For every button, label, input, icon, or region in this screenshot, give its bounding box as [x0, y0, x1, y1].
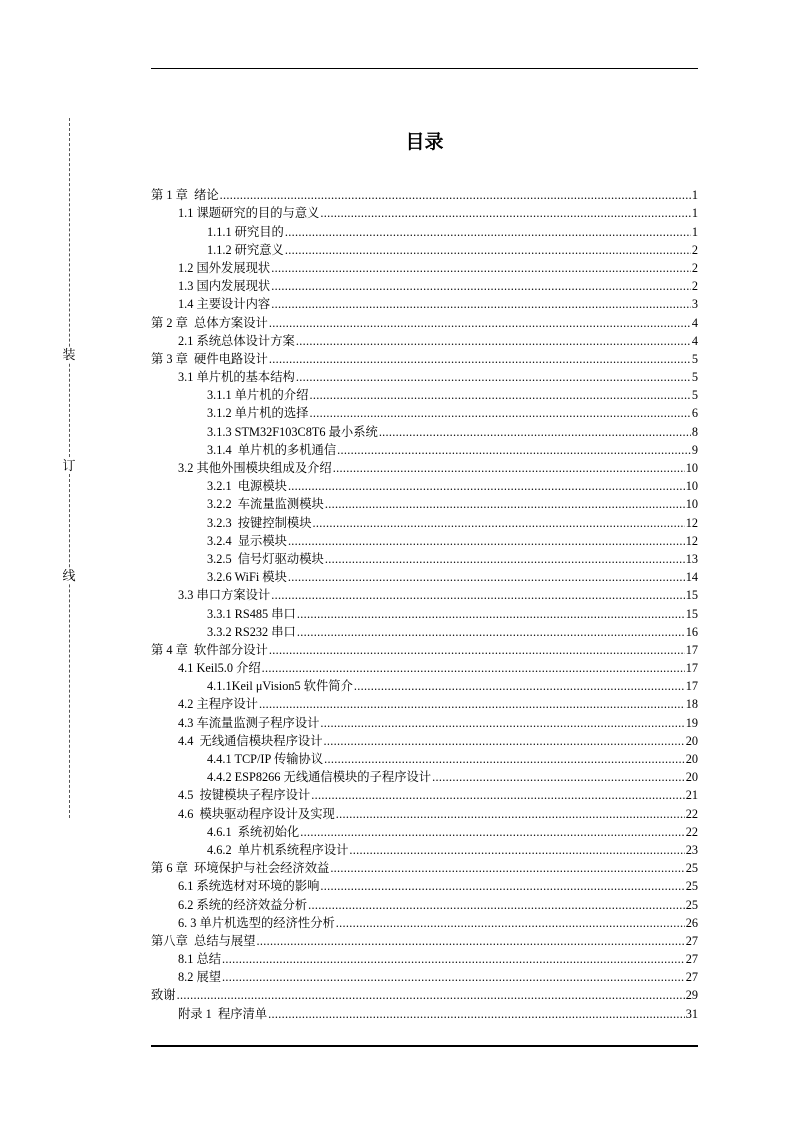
toc-leader-dots [177, 988, 685, 1002]
toc-entry-page: 2 [691, 242, 698, 257]
toc-leader-dots [309, 388, 690, 402]
toc-entry[interactable] [151, 784, 698, 802]
toc-entry[interactable] [151, 566, 698, 584]
toc-leader-dots [320, 879, 684, 893]
toc-entry[interactable] [151, 457, 698, 475]
toc-entry-title: 第 1 章 绪论 [151, 188, 219, 203]
toc-entry[interactable] [151, 948, 698, 966]
toc-entry[interactable] [151, 275, 698, 293]
toc-entry-title: 3.3.1 RS485 串口 [207, 606, 296, 621]
toc-leader-dots [296, 334, 691, 348]
toc-entry-page: 25 [685, 897, 698, 912]
toc-entry-title: 3.2.5 信号灯驱动模块 [207, 551, 324, 566]
binding-char-zhuang: 装 [62, 347, 76, 362]
toc-entry-page: 5 [691, 370, 698, 385]
toc-leader-dots [309, 406, 690, 420]
toc-entry-page: 23 [685, 842, 698, 857]
toc-entry-title: 2.1 系统总体设计方案 [178, 333, 295, 348]
toc-leader-dots [336, 916, 685, 930]
toc-leader-dots [325, 497, 685, 511]
toc-entry-title: 1.1 课题研究的目的与意义 [178, 206, 320, 221]
toc-entry-title: 4.2 主程序设计 [178, 697, 258, 712]
toc-entry[interactable] [151, 202, 698, 220]
toc-entry[interactable] [151, 748, 698, 766]
toc-entry-page: 9 [691, 442, 698, 457]
toc-entry[interactable] [151, 984, 698, 1002]
toc-entry-page: 27 [685, 970, 698, 985]
toc-entry[interactable] [151, 366, 698, 384]
toc-entry[interactable] [151, 439, 698, 457]
toc-entry-page: 31 [685, 1006, 698, 1021]
toc-leader-dots [288, 479, 685, 493]
toc-entry-title: 1.1.1 研究目的 [207, 224, 284, 239]
page-title: 目录 [405, 131, 444, 153]
toc-entry-page: 14 [685, 570, 698, 585]
toc-entry[interactable] [151, 493, 698, 511]
toc-entry-page: 2 [691, 279, 698, 294]
toc-leader-dots [271, 279, 691, 293]
toc-entry-page: 13 [685, 551, 698, 566]
header-rule [151, 68, 698, 69]
toc-entry-page: 17 [685, 679, 698, 694]
toc-entry[interactable] [151, 730, 698, 748]
toc-entry[interactable] [151, 693, 698, 711]
toc-entry-title: 4.6 模块驱动程序设计及实现 [178, 806, 335, 821]
toc-leader-dots [308, 898, 685, 912]
toc-entry-page: 15 [685, 606, 698, 621]
toc-leader-dots [320, 716, 684, 730]
toc-entry[interactable] [151, 857, 698, 875]
toc-entry[interactable] [151, 548, 698, 566]
toc-leader-dots [336, 807, 685, 821]
toc-entry[interactable] [151, 311, 698, 329]
toc-entry[interactable] [151, 930, 698, 948]
toc-entry-page: 10 [685, 497, 698, 512]
toc-entry-title: 3.2.2 车流量监测模块 [207, 497, 324, 512]
toc-entry-title: 1.3 国内发展现状 [178, 279, 271, 294]
toc-entry-page: 17 [685, 661, 698, 676]
toc-leader-dots [296, 370, 691, 384]
toc-leader-dots [337, 443, 691, 457]
toc-entry-title: 6.2 系统的经济效益分析 [178, 897, 308, 912]
toc-entry-page: 4 [691, 315, 698, 330]
toc-entry-page: 21 [685, 788, 698, 803]
toc-leader-dots [268, 1007, 685, 1021]
toc-leader-dots [257, 934, 685, 948]
toc-entry-title: 4.5 按键模块子程序设计 [178, 788, 311, 803]
toc-leader-dots [320, 206, 690, 220]
toc-entry-title: 3.2.4 显示模块 [207, 533, 287, 548]
toc-entry-page: 2 [691, 260, 698, 275]
toc-entry[interactable] [151, 875, 698, 893]
toc-entry-page: 25 [685, 879, 698, 894]
toc-entry-title: 3.1.3 STM32F103C8T6 最小系统 [207, 424, 378, 439]
toc-entry[interactable] [151, 602, 698, 620]
toc-entry-title: 4.1 Keil5.0 介绍 [178, 661, 261, 676]
toc-entry[interactable] [151, 657, 698, 675]
toc-entry[interactable] [151, 675, 698, 693]
toc-entry[interactable] [151, 802, 698, 820]
toc-leader-dots [297, 607, 685, 621]
toc-entry-title: 4.6.2 单片机系统程序设计 [207, 842, 349, 857]
toc-entry-page: 5 [691, 388, 698, 403]
binding-char-ding: 订 [62, 458, 76, 473]
toc-entry-title: 4.1.1Keil μVision5 软件简介 [207, 679, 353, 694]
toc-entry[interactable] [151, 239, 698, 257]
toc-entry-title: 8.2 展望 [178, 970, 222, 985]
toc-leader-dots [349, 843, 684, 857]
toc-leader-dots [271, 297, 691, 311]
toc-leader-dots [300, 825, 684, 839]
toc-entry[interactable] [151, 966, 698, 984]
toc-entry-page: 20 [685, 752, 698, 766]
toc-entry-title: 3.2.1 电源模块 [207, 479, 287, 494]
toc-entry-page: 20 [685, 733, 698, 748]
toc-leader-dots [259, 697, 685, 711]
toc-entry-page: 27 [685, 952, 698, 967]
toc-entry-page: 19 [685, 715, 698, 730]
toc-entry-page: 12 [685, 533, 698, 548]
toc-entry-title: 附录 1 程序清单 [178, 1006, 268, 1021]
toc-leader-dots [271, 588, 684, 602]
toc-leader-dots [285, 225, 691, 239]
toc-entry[interactable] [151, 257, 698, 275]
toc-leader-dots [432, 770, 685, 784]
toc-leader-dots [269, 352, 691, 366]
toc-entry-title: 4.6.1 系统初始化 [207, 824, 300, 839]
toc-entry-page: 1 [691, 206, 698, 221]
toc-entry[interactable] [151, 330, 698, 348]
toc-entry[interactable] [151, 420, 698, 438]
toc-entry[interactable] [151, 584, 698, 602]
toc-leader-dots [271, 261, 691, 275]
toc-entry-page: 26 [685, 915, 698, 930]
toc-entry[interactable] [151, 839, 698, 857]
toc-entry-page: 5 [691, 351, 698, 366]
toc-entry[interactable] [151, 184, 698, 202]
toc-entry[interactable] [151, 621, 698, 639]
footer-rule [151, 1045, 698, 1047]
toc-entry-title: 1.2 国外发展现状 [178, 260, 271, 275]
toc-entry[interactable] [151, 475, 698, 493]
toc-entry-page: 29 [685, 988, 698, 1003]
toc-entry-title: 8.1 总结 [178, 952, 222, 967]
toc-entry[interactable] [151, 220, 698, 238]
toc-entry-page: 20 [685, 770, 698, 785]
toc-entry-page: 1 [691, 224, 698, 239]
toc-entry-title: 3.2.3 按键控制模块 [207, 515, 312, 530]
toc-entry-page: 8 [691, 424, 698, 439]
toc-entry-page: 10 [685, 479, 698, 494]
toc-entry-title: 3.1.4 单片机的多机通信 [207, 442, 337, 457]
toc-leader-dots [288, 570, 685, 584]
toc-entry-title: 3.2 其他外围模块组成及介绍 [178, 461, 332, 475]
toc-entry[interactable] [151, 912, 698, 930]
toc-entry[interactable] [151, 639, 698, 657]
toc-entry[interactable] [151, 293, 698, 311]
toc-leader-dots [285, 243, 691, 257]
toc-entry-title: 第八章 总结与展望 [151, 933, 256, 948]
toc-entry-title: 4.3 车流量监测子程序设计 [178, 715, 320, 730]
toc-entry[interactable] [151, 711, 698, 729]
toc-entry-title: 6. 3 单片机选型的经济性分析 [178, 915, 335, 930]
toc-leader-dots [330, 861, 684, 875]
toc-entry-page: 12 [685, 515, 698, 530]
toc-entry-title: 4.4.2 ESP8266 无线通信模块的子程序设计 [207, 770, 432, 785]
toc-entry[interactable] [151, 511, 698, 529]
toc-entry-page: 6 [691, 406, 698, 421]
toc-leader-dots [354, 679, 685, 693]
toc-entry-page: 22 [685, 806, 698, 821]
toc-entry-title: 4.4.1 TCP/IP 传输协议 [207, 752, 324, 766]
toc-leader-dots [222, 952, 685, 966]
toc-entry-page: 1 [691, 188, 698, 203]
toc-entry-title: 第 3 章 硬件电路设计 [151, 351, 268, 366]
toc-entry-title: 3.2.6 WiFi 模块 [207, 570, 287, 585]
toc-leader-dots [324, 752, 685, 766]
toc-entry-title: 6.1 系统选材对环境的影响 [178, 879, 320, 894]
toc-entry-page: 15 [685, 588, 698, 603]
toc-entry[interactable] [151, 893, 698, 911]
toc-entry-page: 3 [691, 297, 698, 312]
toc-entry-page: 4 [691, 333, 698, 348]
toc-entry-page: 16 [685, 624, 698, 639]
toc-entry-page: 22 [685, 824, 698, 839]
toc-entry[interactable] [151, 402, 698, 420]
toc-leader-dots [220, 188, 691, 202]
toc-entry-page: 18 [685, 697, 698, 712]
toc-entry-title: 3.3 串口方案设计 [178, 588, 271, 603]
toc-entry-title: 3.1.1 单片机的介绍 [207, 388, 309, 403]
toc-leader-dots [313, 516, 685, 530]
toc-leader-dots [324, 734, 685, 748]
toc-leader-dots [269, 316, 691, 330]
toc-entry-title: 1.4 主要设计内容 [178, 297, 271, 312]
toc-entry-page: 17 [685, 642, 698, 657]
table-of-contents [151, 184, 698, 1021]
toc-entry[interactable] [151, 821, 698, 839]
binding-char-xian: 线 [62, 568, 76, 583]
toc-leader-dots [333, 461, 685, 475]
toc-entry-page: 25 [685, 861, 698, 876]
toc-entry[interactable] [151, 384, 698, 402]
toc-entry-page: 27 [685, 933, 698, 948]
toc-leader-dots [222, 970, 685, 984]
toc-entry-title: 第 2 章 总体方案设计 [151, 315, 268, 330]
toc-entry[interactable] [151, 766, 698, 784]
toc-entry-page: 10 [685, 461, 698, 475]
toc-entry-title: 1.1.2 研究意义 [207, 242, 284, 257]
toc-leader-dots [297, 625, 685, 639]
toc-leader-dots [311, 788, 685, 802]
toc-entry-title: 致谢 [151, 988, 176, 1003]
toc-entry[interactable] [151, 1002, 698, 1020]
toc-leader-dots [288, 534, 685, 548]
toc-entry-title: 第 4 章 软件部分设计 [151, 642, 268, 657]
toc-entry-title: 3.1 单片机的基本结构 [178, 370, 295, 385]
toc-leader-dots [325, 552, 685, 566]
toc-leader-dots [269, 643, 685, 657]
toc-entry[interactable] [151, 348, 698, 366]
toc-entry-title: 3.1.2 单片机的选择 [207, 406, 309, 421]
toc-leader-dots [379, 425, 691, 439]
toc-entry-title: 3.3.2 RS232 串口 [207, 624, 296, 639]
toc-entry[interactable] [151, 530, 698, 548]
toc-entry-title: 第 6 章 环境保护与社会经济效益 [151, 861, 330, 876]
toc-leader-dots [262, 661, 685, 675]
toc-entry-title: 4.4 无线通信模块程序设计 [178, 733, 323, 748]
